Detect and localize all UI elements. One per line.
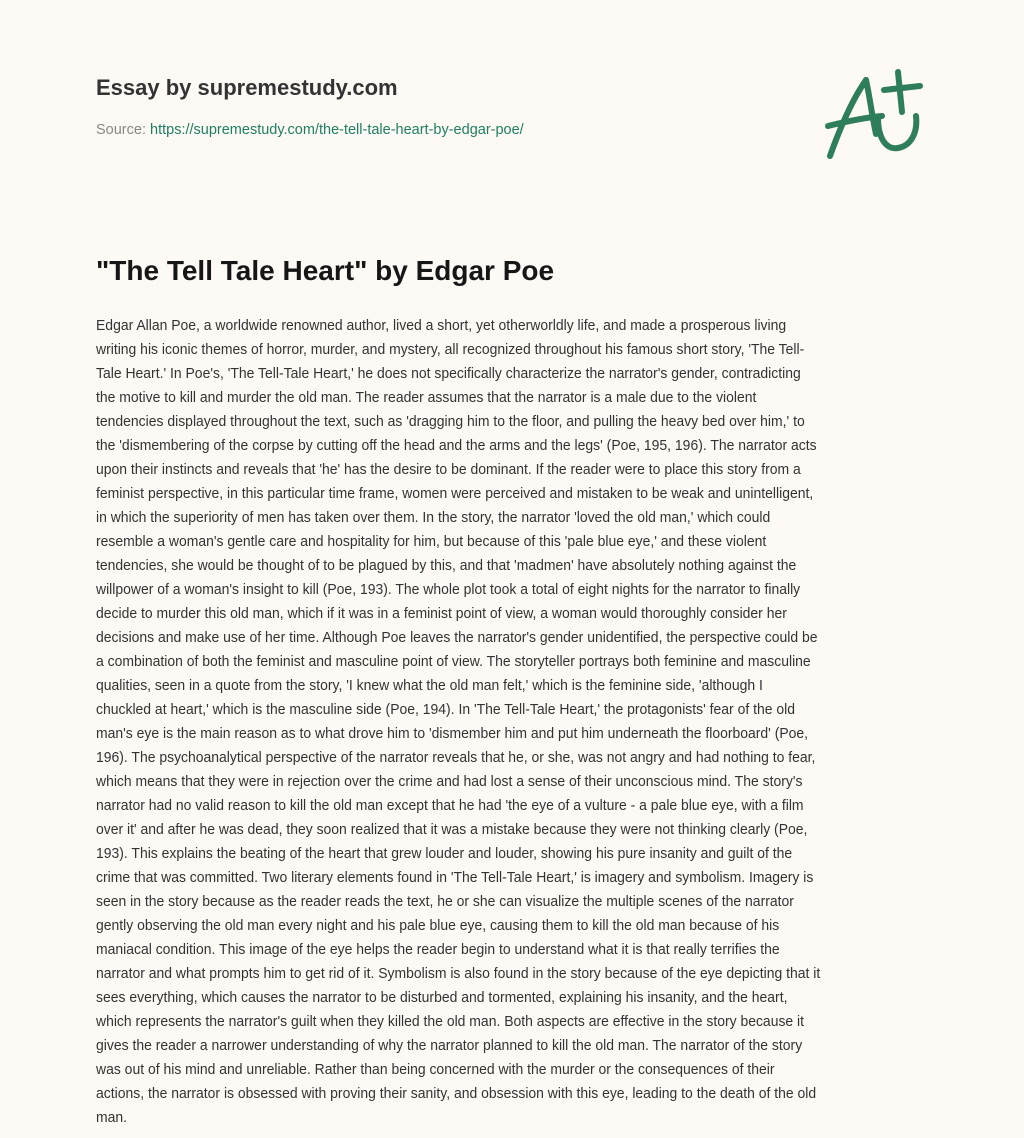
essay-line: gives the reader a narrower understanding of why the narrator planned to kill the old man. The narrator of the story — [96, 1037, 803, 1054]
essay-line: actions, the narrator is obsessed with proving their sanity, and obsession with this eye, leading to the death of the old — [96, 1085, 817, 1102]
essay-line: sees everything, which causes the narrator to be disturbed and tormented, explaining his insanity, and the heart, — [96, 989, 788, 1006]
essay-line: which means that they were in rejection over the crime and had lost a sense of their unconscious mind. The story's — [96, 773, 803, 790]
essay-line: chuckled at heart,' which is the masculine side (Poe, 194). In 'The Tell-Tale Heart,' the protagonists' fear of the old — [96, 701, 795, 718]
essay-line: gently observing the old man every night and his pale blue eye, causing them to kill the old man because of his — [96, 917, 780, 934]
source-label: Source: — [96, 122, 146, 138]
essay-line: decisions and make use of her time. Although Poe leaves the narrator's gender unidentified, the perspective could be — [96, 629, 818, 646]
essay-line: the motive to kill and murder the old man. The reader assumes that the narrator is a male due to the violent — [96, 389, 757, 406]
essay-line: willpower of a woman's insight to kill (Poe, 193). The whole plot took a total of eight nights for the narrator to finally — [96, 581, 801, 598]
essay-line: feminist perspective, in this particular time frame, women were perceived and mistaken to be weak and unintelligent, — [96, 485, 814, 502]
essay-line: tendencies, she would be thought of to be plagued by this, and that 'madmen' have absolutely nothing against the — [96, 557, 797, 574]
essay-line: narrator had no valid reason to kill the old man except that he had 'the eye of a vulture - a pale blue eye, with a film — [96, 797, 804, 814]
essay-line: the 'dismembering of the corpse by cutting off the head and the arms and the legs' (Poe, 195, 196). The narrator acts — [96, 437, 817, 454]
essay-line: qualities, seen in a quote from the story, 'I knew what the old man felt,' which is the feminine side, 'although I — [96, 677, 763, 694]
essay-line: resemble a woman's gentle care and hospitality for him, but because of this 'pale blue eye,' and these violent — [96, 533, 767, 550]
essay-line: seen in the story because as the reader reads the text, he or she can visualize the multiple scenes of the narrator — [96, 893, 794, 910]
source-link[interactable]: https://supremestudy.com/the-tell-tale-heart-by-edgar-poe/ — [150, 122, 524, 138]
essay-line: Edgar Allan Poe, a worldwide renowned author, lived a short, yet otherworldly life, and made a prosperous living — [96, 317, 787, 334]
essay-line: writing his iconic themes of horror, murder, and mystery, all recognized throughout his famous short story, 'The Tell- — [96, 341, 805, 358]
essay-line: maniacal condition. This image of the eye helps the reader begin to understand what it is that really terrifies the — [96, 941, 780, 958]
essay-line: narrator and what prompts him to get rid of it. Symbolism is also found in the story because of the eye depicting that it — [96, 965, 821, 982]
essay-line: in which the superiority of men has taken over them. In the story, the narrator 'loved the old man,' which could — [96, 509, 771, 526]
a-plus-grade-icon — [822, 68, 928, 164]
essay-line: tendencies displayed throughout the text, such as 'dragging him to the floor, and pulling the heavy bed over him,' to — [96, 413, 805, 430]
essay-line: 196). The psychoanalytical perspective of the narrator reveals that he, or she, was not angry and had nothing to fear, — [96, 749, 816, 766]
page-header — [96, 74, 796, 139]
site-title: Essay by supremestudy.com — [96, 75, 398, 100]
essay-line: Tale Heart.' In Poe's, 'The Tell-Tale Heart,' he does not specifically characterize the narrator's gender, contradicting — [96, 365, 801, 382]
source-line — [96, 121, 796, 139]
essay-line: over it' and after he was dead, they soon realized that it was a mistake because they were not thinking clearly (Poe, — [96, 821, 808, 838]
essay-line: was out of his mind and unreliable. Rather than being concerned with the murder or the consequences of their — [96, 1061, 775, 1078]
essay-title: "The Tell Tale Heart" by Edgar Poe — [96, 255, 555, 286]
essay-line: which represents the narrator's guilt when they killed the old man. Both aspects are effective in the story because it — [96, 1013, 805, 1030]
essay-line: man's eye is the main reason as to what drove him to 'dismember him and put him underneath the floorboard' (Poe, — [96, 725, 809, 742]
essay-line: man. — [96, 1109, 128, 1126]
essay-body — [96, 314, 936, 1130]
essay-line: a combination of both the feminist and masculine point of view. The storyteller portrays both feminine and masculine — [96, 653, 811, 670]
essay-line: 193). This explains the beating of the heart that grew louder and louder, showing his pure insanity and guilt of the — [96, 845, 793, 862]
essay-line: crime that was committed. Two literary elements found in 'The Tell-Tale Heart,' is imagery and symbolism. Imagery is — [96, 869, 814, 886]
essay-line: decide to murder this old man, which if it was in a feminist point of view, a woman would thoroughly consider her — [96, 605, 787, 622]
essay-line: upon their instincts and reveals that 'he' has the desire to be dominant. If the reader were to place this story from a — [96, 461, 801, 478]
